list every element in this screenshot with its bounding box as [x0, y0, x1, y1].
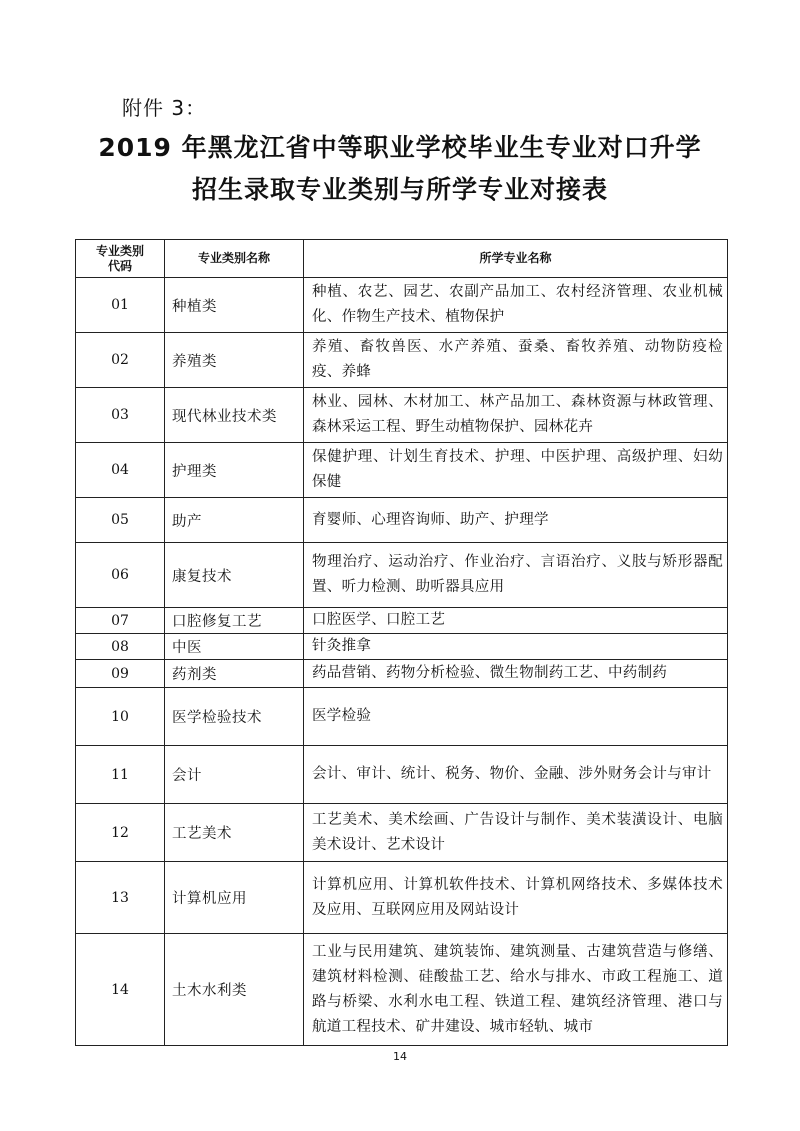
table-row	[76, 660, 728, 688]
table-row	[76, 804, 728, 862]
row-category-name: 护理类	[165, 443, 304, 498]
row-majors: 医学检验	[304, 688, 728, 746]
row-code: 14	[76, 934, 165, 1046]
table-row	[76, 498, 728, 543]
row-code: 07	[76, 608, 165, 634]
row-category-name: 康复技术	[165, 543, 304, 608]
table-row	[76, 934, 728, 1046]
table-row	[76, 443, 728, 498]
document-title-line2: 招生录取专业类别与所学专业对接表	[191, 175, 608, 204]
table-row	[76, 278, 728, 333]
row-majors: 物理治疗、运动治疗、作业治疗、言语治疗、义肢与矫形器配置、听力检测、助听器具应用	[304, 543, 728, 608]
row-category-name: 养殖类	[165, 333, 304, 388]
table-row	[76, 862, 728, 934]
table-row	[76, 543, 728, 608]
row-majors: 口腔医学、口腔工艺	[304, 608, 728, 634]
row-code: 11	[76, 746, 165, 804]
header-code	[76, 240, 165, 278]
row-majors: 工艺美术、美术绘画、广告设计与制作、美术装潢设计、电脑美术设计、艺术设计	[304, 804, 728, 862]
row-majors: 药品营销、药物分析检验、微生物制药工艺、中药制药	[304, 660, 728, 688]
row-code: 06	[76, 543, 165, 608]
row-majors: 保健护理、计划生育技术、护理、中医护理、高级护理、妇幼保健	[304, 443, 728, 498]
row-category-name: 中医	[165, 634, 304, 660]
row-code: 05	[76, 498, 165, 543]
row-majors: 种植、农艺、园艺、农副产品加工、农村经济管理、农业机械化、作物生产技术、植物保护	[304, 278, 728, 333]
row-category-name: 口腔修复工艺	[165, 608, 304, 634]
row-category-name: 药剂类	[165, 660, 304, 688]
attachment-label: 附件 3：	[122, 96, 207, 120]
row-majors: 养殖、畜牧兽医、水产养殖、蚕桑、畜牧养殖、动物防疫检疫、养蜂	[304, 333, 728, 388]
row-category-name: 工艺美术	[165, 804, 304, 862]
row-category-name: 会计	[165, 746, 304, 804]
header-code-line2: 代码	[107, 258, 132, 273]
table-row	[76, 746, 728, 804]
table-row	[76, 388, 728, 443]
row-majors: 育婴师、心理咨询师、助产、护理学	[304, 498, 728, 543]
row-code: 08	[76, 634, 165, 660]
row-majors: 会计、审计、统计、税务、物价、金融、涉外财务会计与审计	[304, 746, 728, 804]
row-code: 02	[76, 333, 165, 388]
table-row	[76, 333, 728, 388]
header-majors: 所学专业名称	[304, 240, 728, 278]
row-category-name: 医学检验技术	[165, 688, 304, 746]
page-number: 14	[393, 1050, 407, 1063]
header-name: 专业类别名称	[165, 240, 304, 278]
row-majors: 林业、园林、木材加工、林产品加工、森林资源与林政管理、森林采运工程、野生动植物保护、园林花卉	[304, 388, 728, 443]
row-category-name: 计算机应用	[165, 862, 304, 934]
document-title-line1: 2019 年黑龙江省中等职业学校毕业生专业对口升学	[98, 133, 702, 162]
majors-mapping-table	[75, 239, 728, 1046]
row-code: 01	[76, 278, 165, 333]
table-row	[76, 688, 728, 746]
row-code: 10	[76, 688, 165, 746]
table-row	[76, 634, 728, 660]
row-code: 04	[76, 443, 165, 498]
row-category-name: 种植类	[165, 278, 304, 333]
row-code: 03	[76, 388, 165, 443]
row-majors: 工业与民用建筑、建筑装饰、建筑测量、古建筑营造与修缮、建筑材料检测、硅酸盐工艺、给水与排水、市政工程施工、道路与桥梁、水利水电工程、铁道工程、建筑经济管理、港口与航道工程技术、矿井建设、城市轻轨、城市	[304, 934, 728, 1046]
row-majors: 针灸推拿	[304, 634, 728, 660]
row-category-name: 土木水利类	[165, 934, 304, 1046]
table-header-row	[76, 240, 728, 278]
row-code: 09	[76, 660, 165, 688]
table-row	[76, 608, 728, 634]
row-category-name: 现代林业技术类	[165, 388, 304, 443]
row-code: 13	[76, 862, 165, 934]
row-code: 12	[76, 804, 165, 862]
row-category-name: 助产	[165, 498, 304, 543]
header-code-line1: 专业类别	[95, 243, 144, 258]
row-majors: 计算机应用、计算机软件技术、计算机网络技术、多媒体技术及应用、互联网应用及网站设计	[304, 862, 728, 934]
